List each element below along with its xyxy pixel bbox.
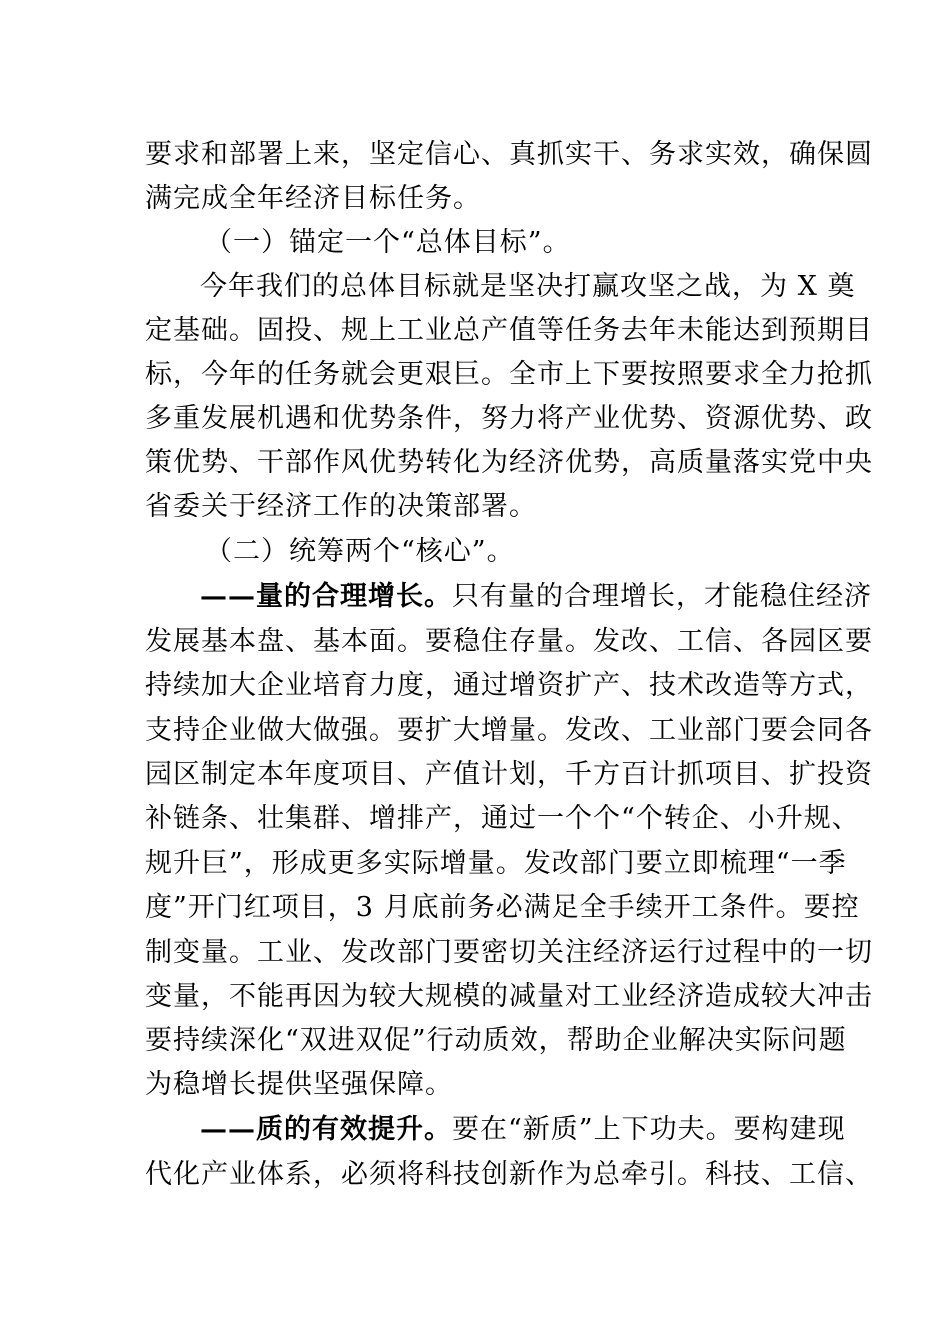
subheading-line: [200, 575, 872, 619]
body-line: 支持企业做大做强。要扩大增量。发改、工业部门要会同各: [145, 715, 873, 746]
body-line: 变量，不能再因为较大规模的减量对工业经济造成较大冲击: [145, 981, 873, 1012]
subheading-quality-improvement: ——质的有效提升。: [200, 1114, 452, 1145]
body-line: 今年我们的总体目标就是坚决打赢攻坚之战，为 X 奠: [200, 271, 856, 302]
body-text: 只有量的合理增长，才能稳住经济: [452, 581, 872, 612]
body-line: 为稳增长提供坚强保障。: [145, 1069, 453, 1100]
body-line: 规升巨”，形成更多实际增量。发改部门要立即梳理“一季: [145, 848, 847, 879]
body-line: 策优势、干部作风优势转化为经济优势，高质量落实党中央: [145, 447, 873, 478]
body-text: 要在“新质”上下功夫。要构建现: [452, 1114, 846, 1145]
body-line: 补链条、壮集群、增排产，通过一个个“个转企、小升规、: [145, 803, 860, 834]
body-line: 定基础。固投、规上工业总产值等任务去年未能达到预期目: [145, 315, 873, 346]
body-line: 标，今年的任务就会更艰巨。全市上下要按照要求全力抢抓: [145, 359, 873, 390]
subheading-quantity-growth: ——量的合理增长。: [200, 581, 452, 612]
section-heading-1: （一）锚定一个“总体目标”。: [205, 227, 571, 258]
body-line: 园区制定本年度项目、产值计划，千方百计抓项目、扩投资: [145, 759, 873, 790]
body-line: 多重发展机遇和优势条件，努力将产业优势、资源优势、政: [145, 403, 873, 434]
body-line: 省委关于经济工作的决策部署。: [145, 491, 537, 522]
body-line: 度”开门红项目，3 月底前务必满足全手续开工条件。要控: [145, 892, 860, 923]
body-line: 要求和部署上来，坚定信心、真抓实干、务求实效，确保圆: [145, 139, 873, 170]
subheading-line: [200, 1108, 846, 1152]
section-heading-2: （二）统筹两个“核心”。: [205, 536, 515, 567]
body-line: 持续加大企业培育力度，通过增资扩产、技术改造等方式，: [145, 670, 873, 701]
body-line: 发展基本盘、基本面。要稳住存量。发改、工信、各园区要: [145, 626, 873, 657]
body-line: 制变量。工业、发改部门要密切关注经济运行过程中的一切: [145, 937, 873, 968]
body-line: 代化产业体系，必须将科技创新作为总牵引。科技、工信、: [145, 1159, 873, 1190]
body-line: 要持续深化“双进双促”行动质效，帮助企业解决实际问题: [145, 1025, 847, 1056]
body-line: 满完成全年经济目标任务。: [145, 183, 481, 214]
